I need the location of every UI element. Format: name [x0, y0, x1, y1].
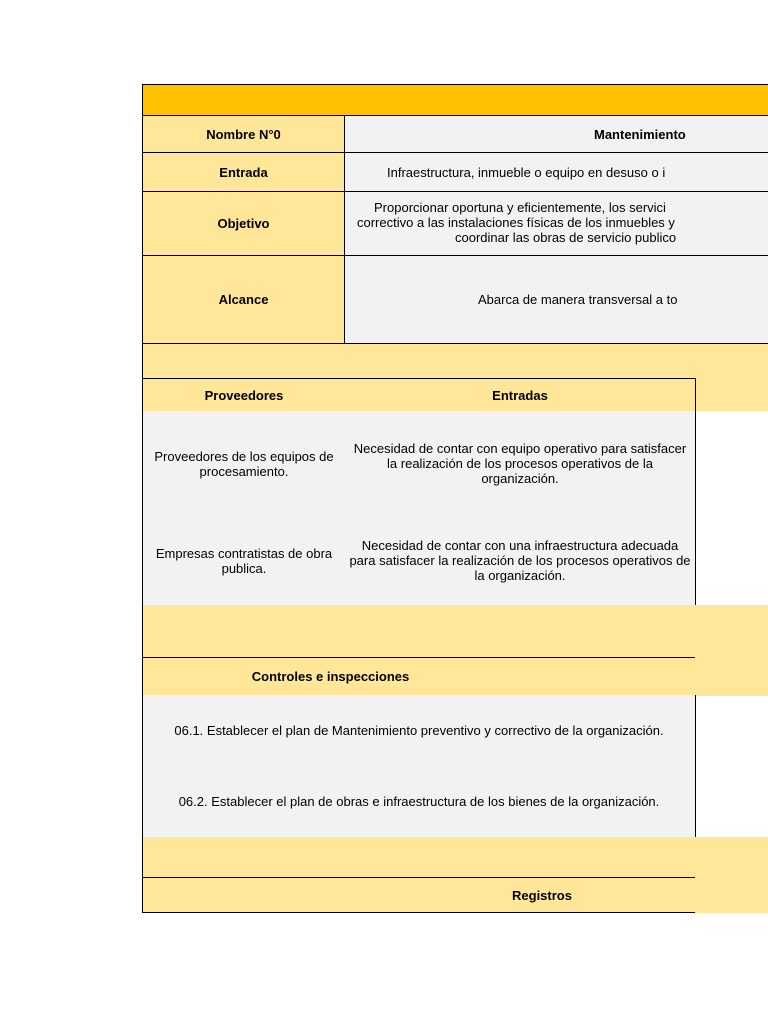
- objetivo-label: Objetivo: [142, 192, 345, 256]
- objetivo-line-2: correctivo a las instalaciones físicas de los inmuebles y: [357, 215, 675, 230]
- controls-title: Controles e inspecciones: [251, 669, 410, 684]
- table-row-1-proveedor: Proveedores de los equipos de procesamiento.: [142, 411, 346, 517]
- separator-band-1-right: [695, 379, 768, 411]
- registros-title: Registros: [512, 887, 572, 903]
- table-row-2-entrada: Necesidad de contar con una infraestructura adecuada para satisfacer la realización de los procesos operativos de la organización.: [345, 516, 696, 606]
- entrada-label: Entrada: [142, 153, 345, 192]
- separator-band-2: [142, 605, 768, 658]
- objetivo-line-1: Proporcionar oportuna y eficientemente, los servici: [374, 200, 666, 215]
- table-row-2-proveedor: Empresas contratistas de obra publica.: [142, 516, 346, 606]
- controls-title-row-right: [695, 657, 768, 696]
- entrada-value-text: Infraestructura, inmueble o equipo en desuso o i: [387, 164, 666, 180]
- objetivo-value: [345, 192, 768, 256]
- objetivo-line-3: coordinar las obras de servicio publico: [455, 230, 677, 245]
- alcance-value-text: Abarca de manera transversal a to: [478, 292, 678, 307]
- alcance-value: [345, 256, 768, 344]
- header-bar: [142, 84, 768, 116]
- control-item-2: 06.2. Establecer el plan de obras e infraestructura de los bienes de la organización.: [142, 766, 696, 838]
- table-row-1-entrada: Necesidad de contar con equipo operativo para satisfacer la realización de los procesos operativos de la organización.: [345, 411, 696, 517]
- control-item-1: 06.1. Establecer el plan de Mantenimiento preventivo y correctivo de la organización.: [142, 695, 696, 767]
- col-header-proveedores: Proveedores: [142, 378, 346, 412]
- nombre-value: [345, 116, 768, 153]
- alcance-label: Alcance: [142, 256, 345, 344]
- nombre-label: Nombre N°0: [142, 116, 345, 153]
- nombre-value-text: Mantenimiento: [594, 126, 686, 142]
- col-header-entradas: Entradas: [345, 378, 696, 412]
- entrada-value: [345, 153, 768, 192]
- separator-band-1: [142, 344, 768, 379]
- separator-band-3: [142, 837, 768, 878]
